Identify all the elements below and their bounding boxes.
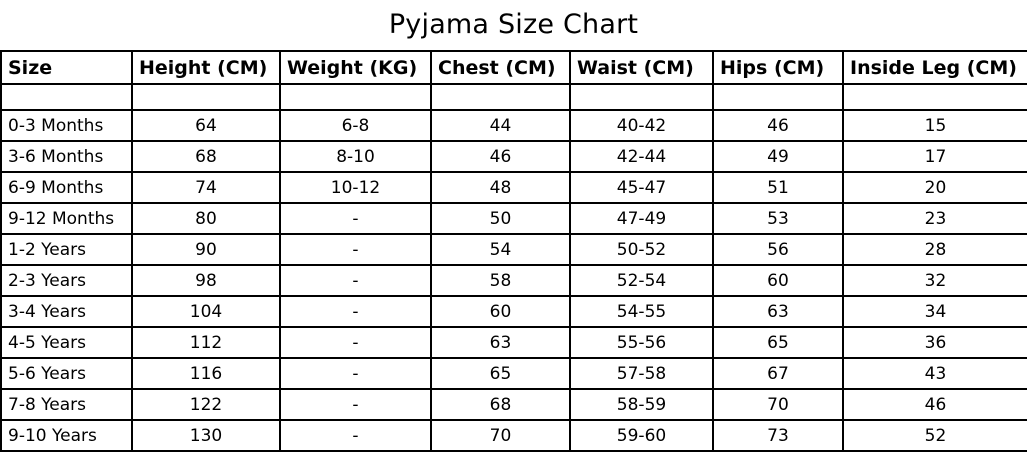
cell-weight: - bbox=[280, 358, 431, 389]
table-row bbox=[1, 358, 1027, 389]
cell-hips: 60 bbox=[713, 265, 843, 296]
cell-waist: 58-59 bbox=[570, 389, 713, 420]
table-row bbox=[1, 234, 1027, 265]
cell-inside-leg: 23 bbox=[843, 203, 1027, 234]
table-row bbox=[1, 265, 1027, 296]
cell-inside-leg: 15 bbox=[843, 110, 1027, 141]
table-row bbox=[1, 110, 1027, 141]
cell-hips: 53 bbox=[713, 203, 843, 234]
cell-weight: - bbox=[280, 234, 431, 265]
cell-size: 1-2 Years bbox=[1, 234, 132, 265]
cell-size: 3-4 Years bbox=[1, 296, 132, 327]
cell-weight: - bbox=[280, 327, 431, 358]
cell-size: 7-8 Years bbox=[1, 389, 132, 420]
cell-waist: 55-56 bbox=[570, 327, 713, 358]
cell-waist: 52-54 bbox=[570, 265, 713, 296]
cell-size: 4-5 Years bbox=[1, 327, 132, 358]
column-header-inside-leg: Inside Leg (CM) bbox=[843, 51, 1027, 84]
cell-height: 90 bbox=[132, 234, 280, 265]
cell-hips: 73 bbox=[713, 420, 843, 451]
cell-inside-leg: 43 bbox=[843, 358, 1027, 389]
cell-inside-leg: 17 bbox=[843, 141, 1027, 172]
cell-weight: 10-12 bbox=[280, 172, 431, 203]
table-row bbox=[1, 203, 1027, 234]
cell-size: 9-10 Years bbox=[1, 420, 132, 451]
cell-waist: 47-49 bbox=[570, 203, 713, 234]
cell-hips: 70 bbox=[713, 389, 843, 420]
cell-inside-leg: 34 bbox=[843, 296, 1027, 327]
cell-height: 74 bbox=[132, 172, 280, 203]
cell-hips: 51 bbox=[713, 172, 843, 203]
cell-waist: 40-42 bbox=[570, 110, 713, 141]
cell-weight: 6-8 bbox=[280, 110, 431, 141]
cell-height: 68 bbox=[132, 141, 280, 172]
cell-size: 9-12 Months bbox=[1, 203, 132, 234]
table-row bbox=[1, 141, 1027, 172]
cell-hips: 49 bbox=[713, 141, 843, 172]
cell-chest bbox=[431, 84, 570, 110]
cell-chest: 70 bbox=[431, 420, 570, 451]
cell-height: 116 bbox=[132, 358, 280, 389]
cell-chest: 63 bbox=[431, 327, 570, 358]
table-header bbox=[1, 51, 1027, 84]
column-header-size: Size bbox=[1, 51, 132, 84]
cell-waist: 45-47 bbox=[570, 172, 713, 203]
cell-height: 104 bbox=[132, 296, 280, 327]
cell-inside-leg: 46 bbox=[843, 389, 1027, 420]
cell-inside-leg bbox=[843, 84, 1027, 110]
column-header-height: Height (CM) bbox=[132, 51, 280, 84]
cell-inside-leg: 36 bbox=[843, 327, 1027, 358]
table-row bbox=[1, 172, 1027, 203]
cell-weight: - bbox=[280, 420, 431, 451]
cell-chest: 44 bbox=[431, 110, 570, 141]
cell-height: 112 bbox=[132, 327, 280, 358]
table-row bbox=[1, 296, 1027, 327]
cell-chest: 48 bbox=[431, 172, 570, 203]
cell-size: 2-3 Years bbox=[1, 265, 132, 296]
cell-waist bbox=[570, 84, 713, 110]
column-header-chest: Chest (CM) bbox=[431, 51, 570, 84]
column-header-weight: Weight (KG) bbox=[280, 51, 431, 84]
cell-weight: - bbox=[280, 203, 431, 234]
size-chart-table bbox=[0, 50, 1027, 452]
cell-inside-leg: 20 bbox=[843, 172, 1027, 203]
cell-size: 6-9 Months bbox=[1, 172, 132, 203]
cell-weight: - bbox=[280, 389, 431, 420]
cell-chest: 65 bbox=[431, 358, 570, 389]
cell-weight: - bbox=[280, 296, 431, 327]
cell-height: 98 bbox=[132, 265, 280, 296]
cell-weight bbox=[280, 84, 431, 110]
table-header-row bbox=[1, 51, 1027, 84]
cell-height: 122 bbox=[132, 389, 280, 420]
cell-inside-leg: 52 bbox=[843, 420, 1027, 451]
cell-waist: 42-44 bbox=[570, 141, 713, 172]
cell-hips: 63 bbox=[713, 296, 843, 327]
cell-size: 5-6 Years bbox=[1, 358, 132, 389]
cell-hips: 56 bbox=[713, 234, 843, 265]
cell-waist: 59-60 bbox=[570, 420, 713, 451]
table-row bbox=[1, 389, 1027, 420]
cell-chest: 54 bbox=[431, 234, 570, 265]
cell-height: 64 bbox=[132, 110, 280, 141]
cell-inside-leg: 32 bbox=[843, 265, 1027, 296]
cell-waist: 57-58 bbox=[570, 358, 713, 389]
cell-inside-leg: 28 bbox=[843, 234, 1027, 265]
table-row bbox=[1, 420, 1027, 451]
cell-height: 80 bbox=[132, 203, 280, 234]
cell-chest: 68 bbox=[431, 389, 570, 420]
page-title: Pyjama Size Chart bbox=[388, 9, 639, 40]
cell-weight: - bbox=[280, 265, 431, 296]
cell-hips: 65 bbox=[713, 327, 843, 358]
cell-height: 130 bbox=[132, 420, 280, 451]
cell-hips: 46 bbox=[713, 110, 843, 141]
cell-hips bbox=[713, 84, 843, 110]
table-body bbox=[1, 84, 1027, 451]
cell-chest: 50 bbox=[431, 203, 570, 234]
cell-chest: 60 bbox=[431, 296, 570, 327]
cell-waist: 50-52 bbox=[570, 234, 713, 265]
cell-waist: 54-55 bbox=[570, 296, 713, 327]
cell-size bbox=[1, 84, 132, 110]
cell-weight: 8-10 bbox=[280, 141, 431, 172]
table-row bbox=[1, 327, 1027, 358]
column-header-waist: Waist (CM) bbox=[570, 51, 713, 84]
table-row bbox=[1, 84, 1027, 110]
cell-chest: 58 bbox=[431, 265, 570, 296]
column-header-hips: Hips (CM) bbox=[713, 51, 843, 84]
cell-size: 0-3 Months bbox=[1, 110, 132, 141]
cell-chest: 46 bbox=[431, 141, 570, 172]
cell-hips: 67 bbox=[713, 358, 843, 389]
cell-size: 3-6 Months bbox=[1, 141, 132, 172]
cell-height bbox=[132, 84, 280, 110]
